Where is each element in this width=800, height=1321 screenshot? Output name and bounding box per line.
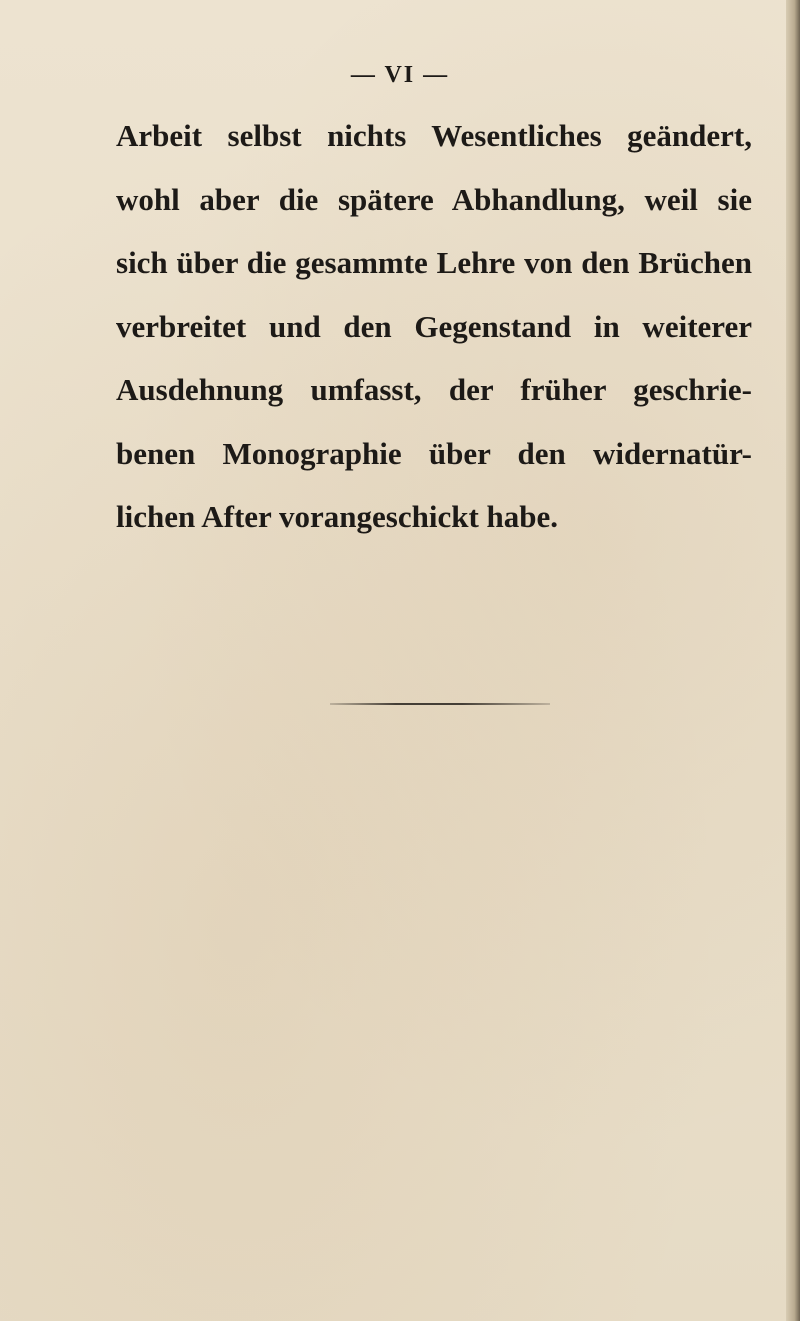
text-line: wohl aber die spätere Abhandlung, weil sie <box>116 181 752 217</box>
text-line: Ausdehnung umfasst, der früher geschrie- <box>116 372 752 407</box>
text-line: benen Monographie über den widernatür- <box>116 435 752 471</box>
page-number: — VI — <box>350 62 450 88</box>
text-line: lichen After vorangeschickt habe. <box>116 499 559 534</box>
body-paragraph <box>116 104 752 549</box>
section-divider <box>330 703 550 705</box>
text-line: verbreitet und den Gegenstand in weiterer <box>116 308 752 344</box>
page-edge <box>786 0 800 1321</box>
text-line: sich über die gesammte Lehre von den Brüchen <box>116 245 752 280</box>
text-line: Arbeit selbst nichts Wesentliches geändert, <box>116 118 752 153</box>
